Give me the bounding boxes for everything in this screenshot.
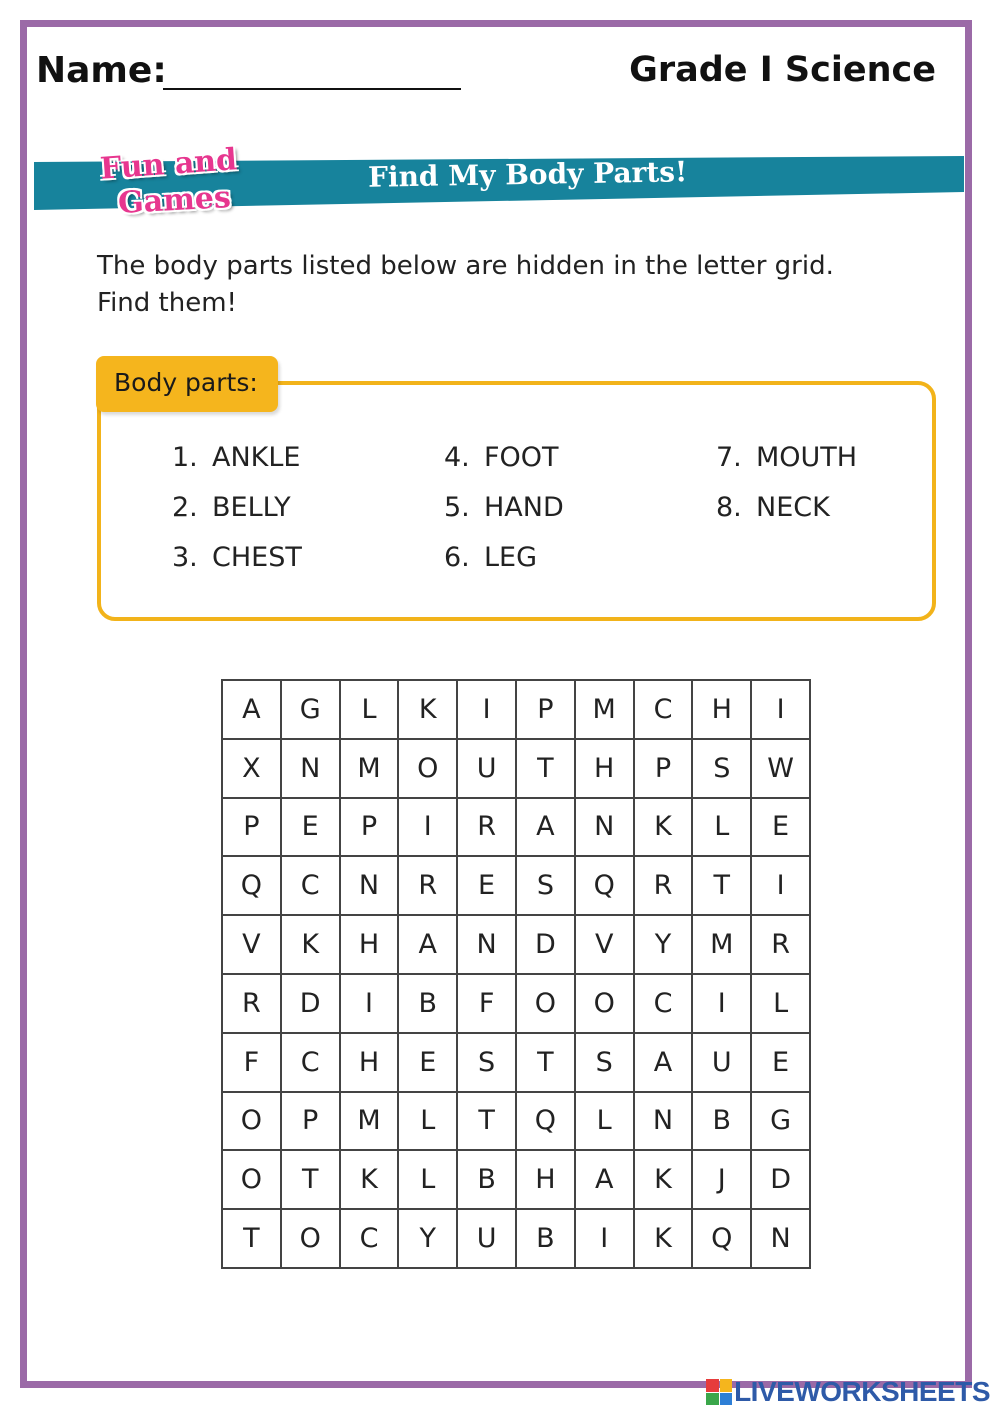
grid-cell[interactable]: F	[458, 975, 517, 1034]
grid-cell[interactable]: J	[693, 1151, 752, 1210]
grid-cell[interactable]: R	[635, 857, 694, 916]
grade-label: Grade I Science	[629, 50, 936, 90]
grid-cell[interactable]: E	[752, 1034, 811, 1093]
word-item-hand: 5. HAND	[444, 492, 564, 523]
instructions-line-1: The body parts listed below are hidden in the letter grid.	[97, 251, 834, 281]
logo-line-2: Games	[117, 180, 232, 221]
logo-square-red	[706, 1379, 719, 1392]
grid-cell[interactable]: B	[458, 1151, 517, 1210]
grid-cell[interactable]: A	[399, 916, 458, 975]
word-item-leg: 6. LEG	[444, 542, 538, 573]
worksheet-title: Find My Body Parts!	[367, 155, 688, 194]
grid-cell[interactable]: G	[752, 1093, 811, 1152]
grid-cell[interactable]: E	[458, 857, 517, 916]
grid-cell[interactable]: K	[635, 1210, 694, 1269]
grid-cell[interactable]: O	[399, 740, 458, 799]
grid-cell[interactable]: L	[399, 1093, 458, 1152]
grid-cell[interactable]: D	[282, 975, 341, 1034]
grid-cell[interactable]: H	[341, 916, 400, 975]
grid-cell[interactable]: N	[576, 799, 635, 858]
grid-cell[interactable]: T	[693, 857, 752, 916]
grid-cell[interactable]: I	[458, 681, 517, 740]
grid-cell[interactable]: I	[752, 857, 811, 916]
word-item-foot: 4. FOOT	[444, 442, 559, 473]
grid-cell[interactable]: T	[517, 1034, 576, 1093]
grid-cell[interactable]: I	[752, 681, 811, 740]
grid-cell[interactable]: N	[458, 916, 517, 975]
grid-cell[interactable]: E	[282, 799, 341, 858]
grid-cell[interactable]: T	[517, 740, 576, 799]
grid-cell[interactable]: O	[517, 975, 576, 1034]
grid-cell[interactable]: T	[458, 1093, 517, 1152]
grid-cell[interactable]: K	[282, 916, 341, 975]
grid-cell[interactable]: C	[282, 1034, 341, 1093]
grid-cell[interactable]: C	[635, 681, 694, 740]
grid-cell[interactable]: E	[752, 799, 811, 858]
grid-cell[interactable]: A	[576, 1151, 635, 1210]
grid-cell[interactable]: O	[576, 975, 635, 1034]
grid-cell[interactable]: Q	[517, 1093, 576, 1152]
grid-cell[interactable]: H	[341, 1034, 400, 1093]
grid-cell[interactable]: C	[282, 857, 341, 916]
grid-cell[interactable]: K	[635, 799, 694, 858]
grid-cell[interactable]: W	[752, 740, 811, 799]
word-item-neck: 8. NECK	[716, 492, 830, 523]
grid-cell[interactable]: P	[282, 1093, 341, 1152]
grid-cell[interactable]: L	[693, 799, 752, 858]
word-list-tab-label: Body parts:	[114, 368, 258, 397]
grid-cell[interactable]: I	[399, 799, 458, 858]
watermark-text: LIVEWORKSHEETS	[734, 1376, 990, 1407]
instructions	[97, 248, 877, 322]
grid-cell[interactable]: Q	[223, 857, 282, 916]
instructions-line-2: Find them!	[97, 288, 237, 318]
letter-grid	[221, 679, 811, 1269]
grid-cell[interactable]: P	[517, 681, 576, 740]
grid-cell[interactable]: U	[693, 1034, 752, 1093]
grid-cell[interactable]: I	[341, 975, 400, 1034]
grid-cell[interactable]: S	[458, 1034, 517, 1093]
word-list-tab	[96, 356, 278, 412]
grid-cell[interactable]: P	[635, 740, 694, 799]
grid-cell[interactable]: N	[752, 1210, 811, 1269]
grid-cell[interactable]: A	[223, 681, 282, 740]
grid-cell[interactable]: S	[693, 740, 752, 799]
grid-cell[interactable]: R	[223, 975, 282, 1034]
grid-cell[interactable]: O	[223, 1093, 282, 1152]
grid-cell[interactable]: L	[576, 1093, 635, 1152]
grid-cell[interactable]: L	[752, 975, 811, 1034]
grid-cell[interactable]: N	[341, 857, 400, 916]
name-input-line[interactable]	[163, 88, 461, 90]
logo-line-1: Fun and	[98, 142, 239, 187]
grid-cell[interactable]: S	[517, 857, 576, 916]
grid-cell[interactable]: I	[576, 1210, 635, 1269]
grid-cell[interactable]: O	[223, 1151, 282, 1210]
grid-cell[interactable]: B	[693, 1093, 752, 1152]
grid-cell[interactable]: T	[282, 1151, 341, 1210]
grid-cell[interactable]: B	[517, 1210, 576, 1269]
grid-cell[interactable]: C	[341, 1210, 400, 1269]
grid-cell[interactable]: X	[223, 740, 282, 799]
grid-cell[interactable]: D	[752, 1151, 811, 1210]
grid-cell[interactable]: F	[223, 1034, 282, 1093]
grid-cell[interactable]: N	[635, 1093, 694, 1152]
grid-cell[interactable]: Y	[399, 1210, 458, 1269]
word-item-ankle: 1. ANKLE	[172, 442, 301, 473]
grid-cell[interactable]: M	[341, 740, 400, 799]
grid-cell[interactable]: H	[693, 681, 752, 740]
grid-cell[interactable]: D	[517, 916, 576, 975]
grid-cell[interactable]: Y	[635, 916, 694, 975]
grid-cell[interactable]: R	[399, 857, 458, 916]
grid-cell[interactable]: L	[399, 1151, 458, 1210]
grid-cell[interactable]: Q	[693, 1210, 752, 1269]
fun-and-games-logo	[92, 142, 262, 225]
grid-cell[interactable]: E	[399, 1034, 458, 1093]
word-item-chest: 3. CHEST	[172, 542, 302, 573]
name-label: Name:	[36, 50, 167, 91]
liveworksheets-logo-icon	[706, 1379, 732, 1405]
grid-cell[interactable]: A	[517, 799, 576, 858]
grid-cell[interactable]: V	[223, 916, 282, 975]
grid-cell[interactable]: M	[693, 916, 752, 975]
grid-cell[interactable]: I	[693, 975, 752, 1034]
grid-cell[interactable]: T	[223, 1210, 282, 1269]
grid-cell[interactable]: S	[576, 1034, 635, 1093]
grid-cell[interactable]: U	[458, 1210, 517, 1269]
grid-cell[interactable]: P	[341, 799, 400, 858]
grid-cell[interactable]: M	[576, 681, 635, 740]
grid-cell[interactable]: K	[341, 1151, 400, 1210]
grid-cell[interactable]: C	[635, 975, 694, 1034]
grid-cell[interactable]: K	[399, 681, 458, 740]
grid-cell[interactable]: H	[517, 1151, 576, 1210]
grid-cell[interactable]: O	[282, 1210, 341, 1269]
grid-cell[interactable]: L	[341, 681, 400, 740]
grid-cell[interactable]: U	[458, 740, 517, 799]
grid-cell[interactable]: G	[282, 681, 341, 740]
grid-cell[interactable]: P	[223, 799, 282, 858]
grid-cell[interactable]: M	[341, 1093, 400, 1152]
grid-cell[interactable]: H	[576, 740, 635, 799]
grid-cell[interactable]: R	[752, 916, 811, 975]
grid-cell[interactable]: B	[399, 975, 458, 1034]
grid-cell[interactable]: A	[635, 1034, 694, 1093]
logo-square-blue	[720, 1393, 733, 1406]
liveworksheets-watermark	[706, 1375, 990, 1409]
word-item-mouth: 7. MOUTH	[716, 442, 858, 473]
word-item-belly: 2. BELLY	[172, 492, 291, 523]
logo-square-yellow	[720, 1379, 733, 1392]
grid-cell[interactable]: N	[282, 740, 341, 799]
logo-square-green	[706, 1393, 719, 1406]
grid-cell[interactable]: R	[458, 799, 517, 858]
grid-cell[interactable]: Q	[576, 857, 635, 916]
grid-cell[interactable]: V	[576, 916, 635, 975]
grid-cell[interactable]: K	[635, 1151, 694, 1210]
